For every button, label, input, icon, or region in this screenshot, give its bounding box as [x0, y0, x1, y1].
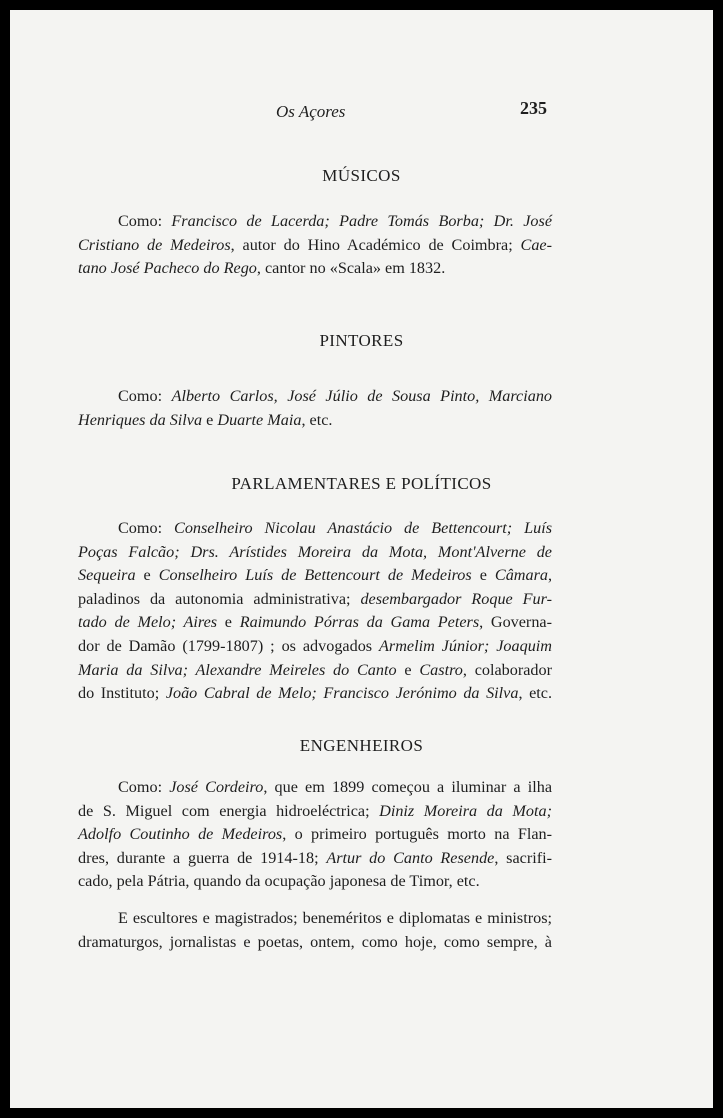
section-title-pintores: PINTORES [319, 331, 404, 350]
book-page [10, 10, 713, 1108]
paragraph-line: Como: Alberto Carlos, José Júlio de Sousa Pinto, Marciano [118, 387, 553, 405]
page-number: 235 [520, 98, 547, 118]
paragraph-line: Como: Francisco de Lacerda; Padre Tomás Borba; Dr. José [118, 212, 552, 230]
running-title: Os Açores [276, 102, 346, 121]
paragraph-line: Adolfo Coutinho de Medeiros, o primeiro português morto na Flan- [78, 825, 552, 844]
paragraph-line: tado de Melo; Aires e Raimundo Pórras da Gama Peters, Governa- [78, 613, 552, 632]
paragraph-line: paladinos da autonomia administrativa; desembargador Roque Fur- [78, 589, 552, 608]
paragraph-line: E escultores e magistrados; beneméritos e diplomatas e ministros; [118, 909, 552, 927]
paragraph-engenheiros [78, 776, 552, 894]
paragraph-line: Henriques da Silva e Duarte Maia, etc. [78, 410, 333, 429]
paragraph-line: cado, pela Pátria, quando da ocupação japonesa de Timor, etc. [78, 872, 480, 891]
section-title-engenheiros: ENGENHEIROS [299, 736, 424, 755]
paragraph-line: Como: José Cordeiro, que em 1899 começou a iluminar a ilha [118, 778, 552, 796]
paragraph-line: do Instituto; João Cabral de Melo; Francisco Jerónimo da Silva, etc. [78, 684, 552, 703]
paragraph-musicos [78, 210, 552, 281]
paragraph-line: de S. Miguel com energia hidroeléctrica; Diniz Moreira da Mota; [78, 801, 552, 820]
paragraph-line: Como: Conselheiro Nicolau Anastácio de Bettencourt; Luís [118, 519, 552, 537]
paragraph-line: tano José Pacheco do Rego, cantor no «Scala» em 1832. [78, 259, 446, 278]
paragraph-line: Poças Falcão; Drs. Arístides Moreira da Mota, Mont'Alverne de [78, 542, 552, 561]
paragraph-line: Cristiano de Medeiros, autor do Hino Académico de Coimbra; Cae- [78, 235, 552, 254]
paragraph-line: Maria da Silva; Alexandre Meireles do Canto e Castro, colaborador [78, 660, 552, 679]
paragraph-parlamentares [78, 517, 552, 706]
paragraph-line: Sequeira e Conselheiro Luís de Bettencourt de Medeiros e Câmara, [78, 566, 553, 585]
paragraph-line: dor de Damão (1799-1807) ; os advogados Armelim Júnior; Joaquim [78, 636, 552, 655]
section-title-parlamentares: PARLAMENTARES E POLÍTICOS [231, 474, 492, 493]
paragraph-pintores [78, 385, 552, 432]
section-title-musicos: MÚSICOS [322, 166, 401, 185]
paragraph-line: dramaturgos, jornalistas e poetas, ontem, como hoje, como sempre, à [78, 932, 552, 951]
paragraph-closing [78, 907, 552, 954]
paragraph-line: dres, durante a guerra de 1914-18; Artur do Canto Resende, sacrifi- [78, 848, 552, 867]
running-head [10, 98, 713, 126]
